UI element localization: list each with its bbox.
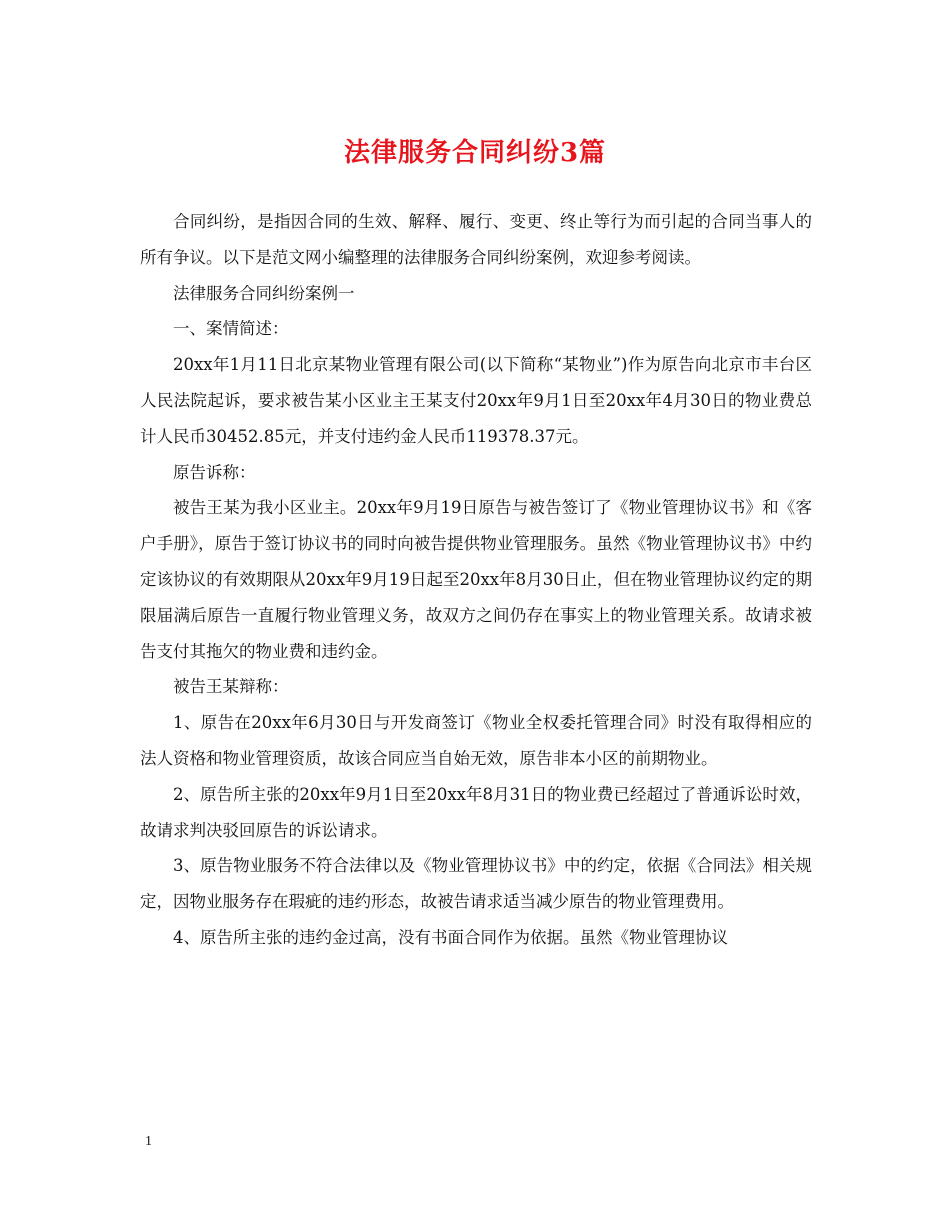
paragraph-case-summary: 20xx年1月11日北京某物业管理有限公司(以下简称“某物业”)作为原告向北京市丰台区人民法院起诉，要求被告某小区业主王某支付20xx年9月1日至20xx年4月30日的物业费总计人民币30452.85元，并支付违约金人民币119378.37元。: [140, 355, 812, 446]
paragraph-defendant-heading: 被告王某辩称：: [173, 677, 289, 697]
paragraph-defense-4: 4、原告所主张的违约金过高，没有书面合同作为依据。虽然《物业管理协议: [173, 927, 728, 947]
paragraph-intro: 合同纠纷，是指因合同的生效、解释、履行、变更、终止等行为而引起的合同当事人的所有争议。以下是范文网小编整理的法律服务合同纠纷案例，欢迎参考阅读。: [140, 212, 812, 267]
document-body: [140, 204, 812, 956]
paragraph-plaintiff-claim: 被告王某为我小区业主。20xx年9月19日原告与被告签订了《物业管理协议书》和《客户手册》，原告于签订协议书的同时向被告提供物业管理服务。虽然《物业管理协议书》中约定该协议的有效期限从20xx年9月19日起至20xx年8月30日止，但在物业管理协议约定的期限届满后原告一直履行物业管理义务，故双方之间仍存在事实上的物业管理关系。故请求被告支付其拖欠的物业费和违约金。: [140, 498, 812, 661]
paragraph-case-heading: 法律服务合同纠纷案例一: [173, 283, 355, 303]
paragraph-plaintiff-heading: 原告诉称：: [173, 462, 256, 482]
document-title: 法律服务合同纠纷3篇: [343, 138, 607, 168]
paragraph-section-heading: 一、案情简述：: [173, 319, 289, 339]
paragraph-defense-2: 2、原告所主张的20xx年9月1日至20xx年8月31日的物业费已经超过了普通诉讼时效，故请求判决驳回原告的诉讼请求。: [140, 784, 812, 840]
paragraph-defense-3: 3、原告物业服务不符合法律以及《物业管理协议书》中的约定，依据《合同法》相关规定，因物业服务存在瑕疵的违约形态，故被告请求适当减少原告的物业管理费用。: [140, 856, 812, 912]
paragraph-defense-1: 1、原告在20xx年6月30日与开发商签订《物业全权委托管理合同》时没有取得相应的法人资格和物业管理资质，故该合同应当自始无效，原告非本小区的前期物业。: [140, 713, 812, 768]
page-number: 1: [145, 1134, 152, 1149]
